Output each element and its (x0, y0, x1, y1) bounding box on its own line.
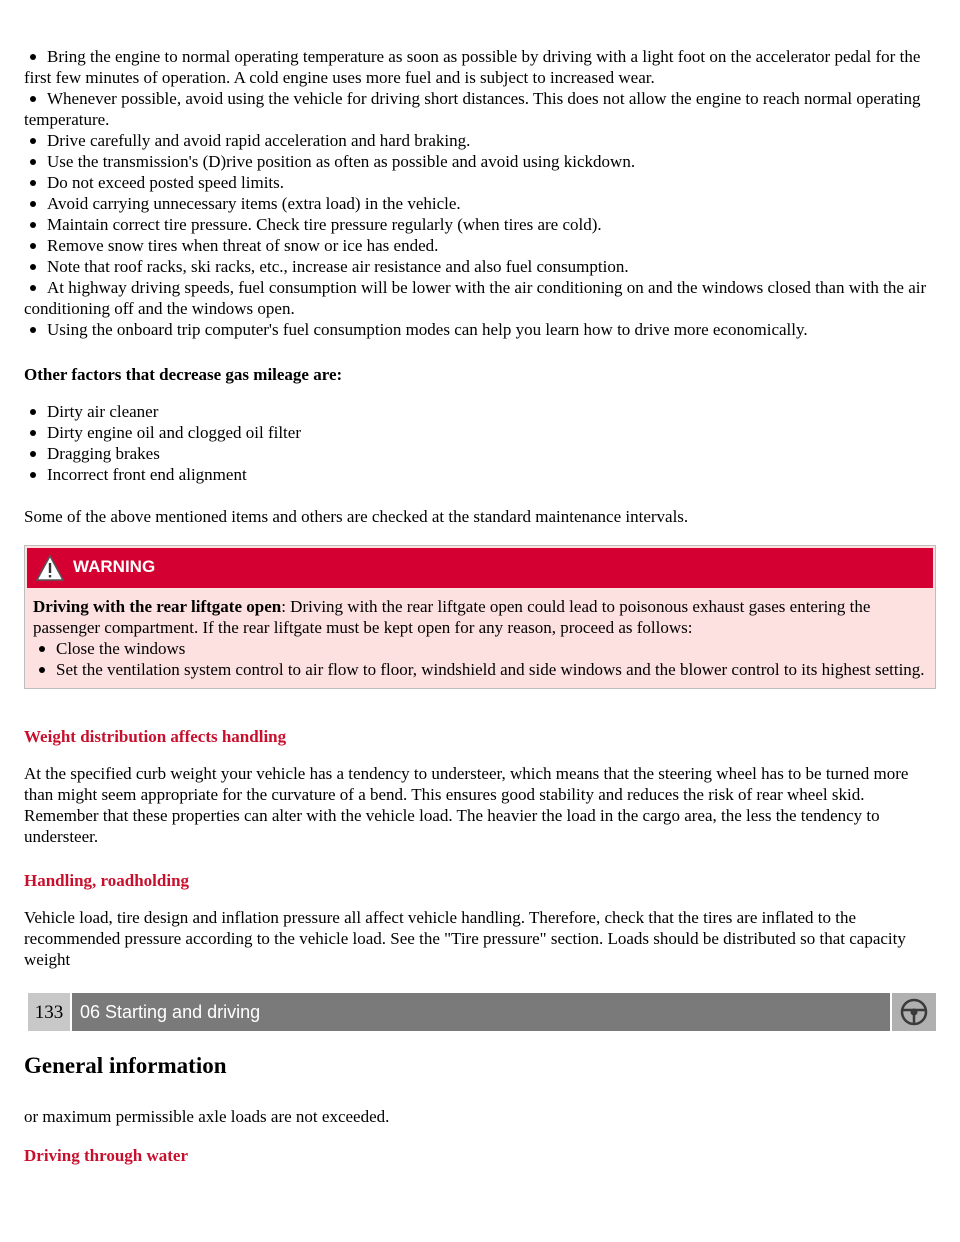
page-footer-bar (28, 993, 936, 1031)
bullet-icon (39, 667, 45, 673)
warning-header (27, 548, 933, 588)
bullet-icon (30, 285, 36, 291)
handling-heading: Handling, roadholding (24, 871, 190, 890)
bullet-icon (30, 180, 36, 186)
bullet-icon (30, 201, 36, 207)
handling-paragraph: Vehicle load, tire design and inflation pressure all affect vehicle handling. Therefore, check that the tires are inflated to the recommended pressure according to the vehicle load. See the "Tire pressure" section. Loads should be distributed so that capacity weight (24, 908, 906, 969)
bullet-icon (30, 138, 36, 144)
bullet-icon (30, 222, 36, 228)
section-title: 06 Starting and driving (72, 993, 890, 1031)
warning-box (24, 545, 936, 689)
weight-paragraph: At the specified curb weight your vehicle has a tendency to understeer, which means that the steering wheel has to be turned more than might seem appropriate for the curvature of a bend. This ensures good stability and reduces the risk of rear wheel skid. Remember that these properties can alter with the vehicle load. The heavier the load in the cargo area, the less the tendency to understeer. (24, 764, 909, 846)
list-item: Using the onboard trip computer's fuel consumption modes can help you learn how to drive more economically. (24, 319, 936, 340)
bullet-icon (30, 327, 36, 333)
other-factors-heading: Other factors that decrease gas mileage are: (24, 365, 343, 384)
warning-lead-text: : Driving with the rear liftgate open could lead to poisonous exhaust gases entering the passenger compartment. If the rear liftgate must be kept open for any reason, proceed as follows: (33, 597, 871, 637)
warning-triangle-icon (35, 554, 65, 582)
list-item: Remove snow tires when threat of snow or ice has ended. (24, 235, 936, 256)
page-number: 133 (28, 993, 70, 1031)
list-item: Note that roof racks, ski racks, etc., increase air resistance and also fuel consumption. (24, 256, 936, 277)
maintenance-note: Some of the above mentioned items and others are checked at the standard maintenance intervals. (24, 507, 689, 526)
weight-heading: Weight distribution affects handling (24, 727, 287, 746)
bullet-icon (30, 159, 36, 165)
list-item: Whenever possible, avoid using the vehicle for driving short distances. This does not allow the engine to reach normal operating temperature. (24, 89, 921, 129)
list-item: Drive carefully and avoid rapid acceleration and hard braking. (24, 130, 936, 151)
bullet-icon (30, 451, 36, 457)
water-heading: Driving through water (24, 1146, 189, 1165)
warning-steps (33, 638, 927, 680)
warning-title: WARNING (73, 557, 156, 576)
bullet-icon (30, 472, 36, 478)
continuation-text: or maximum permissible axle loads are not exceeded. (24, 1107, 390, 1126)
section-icon-box (892, 993, 936, 1031)
bullet-icon (30, 409, 36, 415)
warning-lead (33, 596, 927, 638)
bullet-icon (39, 646, 45, 652)
bullet-icon (30, 96, 36, 102)
steering-wheel-icon (899, 997, 929, 1027)
bullet-icon (30, 243, 36, 249)
list-item: Maintain correct tire pressure. Check tire pressure regularly (when tires are cold). (24, 214, 936, 235)
list-item: Bring the engine to normal operating temperature as soon as possible by driving with a light foot on the accelerator pedal for the first few minutes of operation. A cold engine uses more fuel and is subject to increased wear. (24, 47, 921, 87)
bullet-icon (30, 430, 36, 436)
list-item: At highway driving speeds, fuel consumption will be lower with the air conditioning on and the windows closed than with the air conditioning off and the windows open. (24, 278, 927, 318)
list-item: Use the transmission's (D)rive position as often as possible and avoid using kickdown. (24, 151, 936, 172)
list-item: Do not exceed posted speed limits. (24, 172, 936, 193)
warning-body (25, 590, 935, 688)
warning-lead-bold: Driving with the rear liftgate open (33, 597, 282, 616)
list-item: Close the windows (33, 638, 927, 659)
bullet-icon (30, 54, 36, 60)
other-factors-list (24, 401, 936, 485)
list-item: Incorrect front end alignment (24, 464, 936, 485)
fuel-tips-list (24, 46, 936, 340)
list-item: Dragging brakes (24, 443, 936, 464)
list-item: Avoid carrying unnecessary items (extra load) in the vehicle. (24, 193, 936, 214)
list-item: Dirty air cleaner (24, 401, 936, 422)
list-item: Set the ventilation system control to air flow to floor, windshield and side windows and the blower control to its highest setting. (33, 659, 927, 680)
list-item: Dirty engine oil and clogged oil filter (24, 422, 936, 443)
page-title: General information (24, 1053, 227, 1078)
bullet-icon (30, 264, 36, 270)
